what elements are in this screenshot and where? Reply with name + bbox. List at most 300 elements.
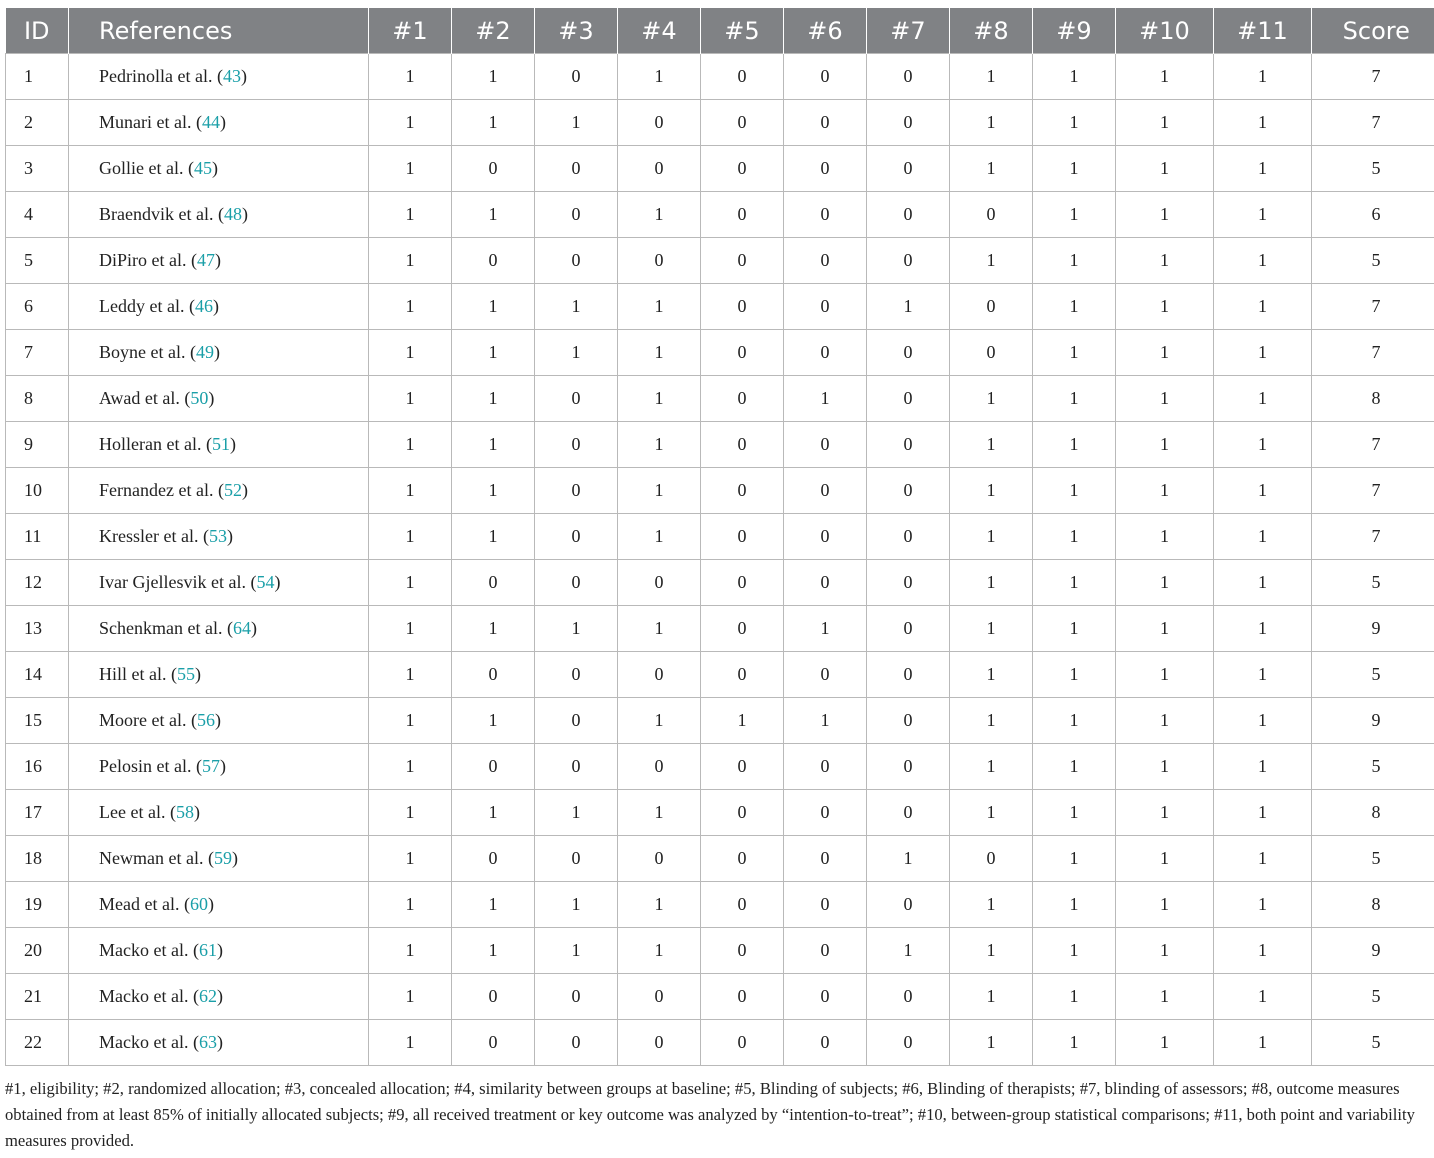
row-id: 22: [6, 1020, 69, 1066]
column-header-references: References: [69, 8, 369, 54]
criterion-2-cell: 1: [452, 376, 535, 422]
score-cell: 7: [1312, 100, 1434, 146]
criterion-10-cell: 1: [1116, 330, 1214, 376]
criterion-2-cell: 0: [452, 238, 535, 284]
citation-link[interactable]: 58: [175, 802, 194, 822]
criterion-7-cell: 0: [867, 744, 950, 790]
row-reference: [69, 698, 369, 744]
row-id: 19: [6, 882, 69, 928]
criterion-7-cell: 1: [867, 836, 950, 882]
criterion-7-cell: 0: [867, 652, 950, 698]
table-footnote: #1, eligibility; #2, randomized allocation; #3, concealed allocation; #4, similarity between groups at baseline; #5, Blinding of subjects; #6, Blinding of therapists; #7, blinding of assessors; #8, outcome measures obtained from at least 85% of initially allocated subjects; #9, all received treatment or key outcome was analyzed by “intention-to-treat”; #10, between-group statistical comparisons; #11, both point and variability measures provided.: [5, 1079, 1415, 1150]
criterion-5-cell: 0: [701, 652, 784, 698]
criterion-4-cell: 1: [618, 54, 701, 100]
citation-link[interactable]: 50: [190, 388, 209, 408]
criterion-6-cell: 0: [784, 928, 867, 974]
criterion-2-cell: 1: [452, 192, 535, 238]
criterion-6-cell: 0: [784, 100, 867, 146]
reference-close-paren: ): [226, 526, 233, 546]
table-row: [6, 468, 1434, 514]
score-cell: 7: [1312, 514, 1434, 560]
criterion-4-cell: 1: [618, 376, 701, 422]
row-reference: [69, 606, 369, 652]
criterion-1-cell: 1: [369, 284, 452, 330]
criterion-11-cell: 1: [1214, 100, 1312, 146]
column-header-criterion-7: #7: [867, 8, 950, 54]
citation-link[interactable]: 45: [193, 158, 212, 178]
criterion-5-cell: 0: [701, 560, 784, 606]
criterion-3-cell: 0: [535, 422, 618, 468]
criterion-9-cell: 1: [1033, 330, 1116, 376]
table-row: [6, 974, 1434, 1020]
criterion-11-cell: 1: [1214, 330, 1312, 376]
criterion-11-cell: 1: [1214, 652, 1312, 698]
criterion-6-cell: 1: [784, 698, 867, 744]
reference-close-paren: ): [194, 664, 201, 684]
criterion-3-cell: 1: [535, 330, 618, 376]
criterion-8-cell: 1: [950, 100, 1033, 146]
table-row: [6, 560, 1434, 606]
row-id: 14: [6, 652, 69, 698]
criterion-3-cell: 1: [535, 928, 618, 974]
citation-link[interactable]: 54: [256, 572, 275, 592]
criterion-11-cell: 1: [1214, 698, 1312, 744]
row-id: 3: [6, 146, 69, 192]
score-cell: 8: [1312, 790, 1434, 836]
criterion-5-cell: 0: [701, 422, 784, 468]
reference-author: Gollie et al. (: [99, 158, 194, 178]
citation-link[interactable]: 48: [223, 204, 242, 224]
score-cell: 6: [1312, 192, 1434, 238]
score-cell: 7: [1312, 330, 1434, 376]
criterion-5-cell: 0: [701, 1020, 784, 1066]
criterion-1-cell: 1: [369, 238, 452, 284]
reference-author: Macko et al. (: [99, 986, 199, 1006]
criterion-1-cell: 1: [369, 606, 452, 652]
criterion-3-cell: 0: [535, 146, 618, 192]
criterion-8-cell: 1: [950, 560, 1033, 606]
criterion-11-cell: 1: [1214, 790, 1312, 836]
criterion-2-cell: 1: [452, 790, 535, 836]
row-reference: [69, 1020, 369, 1066]
score-cell: 7: [1312, 284, 1434, 330]
citation-link[interactable]: 60: [189, 894, 208, 914]
criterion-3-cell: 0: [535, 192, 618, 238]
reference-close-paren: ): [207, 894, 214, 914]
table-row: [6, 284, 1434, 330]
criterion-2-cell: 0: [452, 652, 535, 698]
criterion-3-cell: 0: [535, 376, 618, 422]
criterion-7-cell: 0: [867, 790, 950, 836]
reference-author: Pelosin et al. (: [99, 756, 202, 776]
criterion-8-cell: 1: [950, 1020, 1033, 1066]
reference-close-paren: ): [212, 296, 219, 316]
reference-close-paren: ): [250, 618, 257, 638]
table-row: [6, 744, 1434, 790]
criterion-9-cell: 1: [1033, 836, 1116, 882]
citation-link[interactable]: 56: [196, 710, 215, 730]
criterion-2-cell: 1: [452, 698, 535, 744]
criterion-2-cell: 0: [452, 974, 535, 1020]
citation-link[interactable]: 59: [213, 848, 232, 868]
citation-link[interactable]: 62: [198, 986, 217, 1006]
criterion-6-cell: 0: [784, 514, 867, 560]
criterion-6-cell: 0: [784, 836, 867, 882]
row-id: 13: [6, 606, 69, 652]
table-row: [6, 882, 1434, 928]
criterion-5-cell: 0: [701, 284, 784, 330]
table-row: [6, 422, 1434, 468]
criterion-5-cell: 0: [701, 330, 784, 376]
criterion-4-cell: 1: [618, 790, 701, 836]
table-row: [6, 928, 1434, 974]
criterion-10-cell: 1: [1116, 606, 1214, 652]
criterion-10-cell: 1: [1116, 100, 1214, 146]
row-reference: [69, 330, 369, 376]
criterion-7-cell: 1: [867, 928, 950, 974]
criterion-2-cell: 1: [452, 514, 535, 560]
criterion-6-cell: 0: [784, 146, 867, 192]
criterion-5-cell: 0: [701, 100, 784, 146]
criterion-4-cell: 1: [618, 468, 701, 514]
row-id: 6: [6, 284, 69, 330]
criterion-5-cell: 0: [701, 882, 784, 928]
reference-author: Leddy et al. (: [99, 296, 195, 316]
criterion-1-cell: 1: [369, 1020, 452, 1066]
pedro-score-table: [5, 8, 1434, 1066]
criterion-9-cell: 1: [1033, 284, 1116, 330]
criterion-10-cell: 1: [1116, 652, 1214, 698]
column-header-id: ID: [6, 8, 69, 54]
criterion-5-cell: 0: [701, 836, 784, 882]
criterion-3-cell: 1: [535, 100, 618, 146]
criterion-6-cell: 1: [784, 376, 867, 422]
criterion-4-cell: 0: [618, 560, 701, 606]
criterion-5-cell: 0: [701, 790, 784, 836]
criterion-11-cell: 1: [1214, 882, 1312, 928]
reference-close-paren: ): [216, 986, 223, 1006]
criterion-6-cell: 0: [784, 652, 867, 698]
citation-link[interactable]: 63: [198, 1032, 217, 1052]
reference-author: Awad et al. (: [99, 388, 191, 408]
reference-close-paren: ): [231, 848, 238, 868]
criterion-6-cell: 0: [784, 238, 867, 284]
citation-link[interactable]: 55: [176, 664, 195, 684]
reference-author: Boyne et al. (: [99, 342, 196, 362]
criterion-6-cell: 0: [784, 330, 867, 376]
row-reference: [69, 468, 369, 514]
criterion-7-cell: 0: [867, 606, 950, 652]
criterion-8-cell: 0: [950, 330, 1033, 376]
criterion-11-cell: 1: [1214, 238, 1312, 284]
criterion-4-cell: 0: [618, 1020, 701, 1066]
criterion-9-cell: 1: [1033, 1020, 1116, 1066]
criterion-8-cell: 1: [950, 974, 1033, 1020]
criterion-5-cell: 0: [701, 192, 784, 238]
criterion-4-cell: 0: [618, 744, 701, 790]
row-reference: [69, 284, 369, 330]
criterion-10-cell: 1: [1116, 560, 1214, 606]
table-row: [6, 514, 1434, 560]
reference-close-paren: ): [193, 802, 200, 822]
score-cell: 8: [1312, 376, 1434, 422]
criterion-9-cell: 1: [1033, 606, 1116, 652]
criterion-4-cell: 1: [618, 330, 701, 376]
criterion-3-cell: 0: [535, 468, 618, 514]
criterion-6-cell: 0: [784, 974, 867, 1020]
criterion-1-cell: 1: [369, 330, 452, 376]
row-id: 21: [6, 974, 69, 1020]
score-cell: 5: [1312, 560, 1434, 606]
table-row: [6, 146, 1434, 192]
reference-close-paren: ): [241, 204, 248, 224]
criterion-1-cell: 1: [369, 928, 452, 974]
column-header-criterion-5: #5: [701, 8, 784, 54]
criterion-9-cell: 1: [1033, 698, 1116, 744]
reference-close-paren: ): [274, 572, 281, 592]
criterion-3-cell: 0: [535, 560, 618, 606]
criterion-6-cell: 0: [784, 54, 867, 100]
criterion-1-cell: 1: [369, 422, 452, 468]
criterion-4-cell: 1: [618, 422, 701, 468]
criterion-8-cell: 0: [950, 836, 1033, 882]
row-id: 7: [6, 330, 69, 376]
table-row: [6, 698, 1434, 744]
criterion-9-cell: 1: [1033, 790, 1116, 836]
citation-link[interactable]: 51: [211, 434, 230, 454]
criterion-6-cell: 0: [784, 422, 867, 468]
criterion-5-cell: 0: [701, 146, 784, 192]
criterion-4-cell: 1: [618, 882, 701, 928]
citation-link[interactable]: 64: [232, 618, 251, 638]
criterion-2-cell: 1: [452, 928, 535, 974]
criterion-1-cell: 1: [369, 100, 452, 146]
criterion-10-cell: 1: [1116, 698, 1214, 744]
criterion-2-cell: 0: [452, 560, 535, 606]
citation-link[interactable]: 49: [195, 342, 214, 362]
reference-author: Ivar Gjellesvik et al. (: [99, 572, 257, 592]
criterion-5-cell: 1: [701, 698, 784, 744]
criterion-2-cell: 0: [452, 836, 535, 882]
criterion-8-cell: 1: [950, 468, 1033, 514]
criterion-6-cell: 0: [784, 192, 867, 238]
criterion-8-cell: 0: [950, 284, 1033, 330]
criterion-6-cell: 0: [784, 560, 867, 606]
row-id: 9: [6, 422, 69, 468]
criterion-5-cell: 0: [701, 54, 784, 100]
criterion-7-cell: 0: [867, 54, 950, 100]
criterion-1-cell: 1: [369, 974, 452, 1020]
score-cell: 5: [1312, 836, 1434, 882]
row-reference: [69, 192, 369, 238]
reference-author: Pedrinolla et al. (: [99, 66, 223, 86]
criterion-5-cell: 0: [701, 606, 784, 652]
criterion-10-cell: 1: [1116, 514, 1214, 560]
criterion-6-cell: 0: [784, 882, 867, 928]
reference-author: Mead et al. (: [99, 894, 190, 914]
criterion-1-cell: 1: [369, 882, 452, 928]
reference-author: Holleran et al. (: [99, 434, 212, 454]
criterion-5-cell: 0: [701, 928, 784, 974]
criterion-1-cell: 1: [369, 514, 452, 560]
reference-author: Lee et al. (: [99, 802, 176, 822]
criterion-5-cell: 0: [701, 468, 784, 514]
criterion-11-cell: 1: [1214, 468, 1312, 514]
table-row: [6, 376, 1434, 422]
score-cell: 7: [1312, 54, 1434, 100]
score-cell: 5: [1312, 146, 1434, 192]
criterion-6-cell: 0: [784, 1020, 867, 1066]
column-header-criterion-6: #6: [784, 8, 867, 54]
criterion-9-cell: 1: [1033, 744, 1116, 790]
column-header-criterion-8: #8: [950, 8, 1033, 54]
row-id: 20: [6, 928, 69, 974]
criterion-9-cell: 1: [1033, 54, 1116, 100]
criterion-8-cell: 1: [950, 882, 1033, 928]
citation-link[interactable]: 52: [223, 480, 242, 500]
criterion-2-cell: 1: [452, 330, 535, 376]
criterion-2-cell: 0: [452, 1020, 535, 1066]
criterion-11-cell: 1: [1214, 928, 1312, 974]
citation-link[interactable]: 57: [201, 756, 220, 776]
citation-link[interactable]: 44: [201, 112, 220, 132]
criterion-11-cell: 1: [1214, 514, 1312, 560]
criterion-7-cell: 0: [867, 100, 950, 146]
criterion-10-cell: 1: [1116, 1020, 1214, 1066]
row-id: 1: [6, 54, 69, 100]
criterion-7-cell: 0: [867, 238, 950, 284]
criterion-8-cell: 1: [950, 928, 1033, 974]
criterion-1-cell: 1: [369, 468, 452, 514]
row-id: 16: [6, 744, 69, 790]
row-id: 5: [6, 238, 69, 284]
table-row: [6, 100, 1434, 146]
criterion-6-cell: 0: [784, 790, 867, 836]
criterion-8-cell: 1: [950, 744, 1033, 790]
criterion-3-cell: 1: [535, 882, 618, 928]
criterion-11-cell: 1: [1214, 606, 1312, 652]
criterion-10-cell: 1: [1116, 422, 1214, 468]
table-row: [6, 54, 1434, 100]
citation-link[interactable]: 47: [196, 250, 215, 270]
criterion-9-cell: 1: [1033, 882, 1116, 928]
criterion-10-cell: 1: [1116, 790, 1214, 836]
criterion-7-cell: 0: [867, 974, 950, 1020]
criterion-2-cell: 0: [452, 744, 535, 790]
criterion-2-cell: 1: [452, 100, 535, 146]
criterion-7-cell: 0: [867, 146, 950, 192]
reference-close-paren: ): [240, 66, 247, 86]
criterion-4-cell: 0: [618, 238, 701, 284]
criterion-10-cell: 1: [1116, 192, 1214, 238]
score-cell: 5: [1312, 744, 1434, 790]
table-row: [6, 606, 1434, 652]
criterion-8-cell: 1: [950, 790, 1033, 836]
citation-link[interactable]: 61: [198, 940, 217, 960]
table-row: [6, 1020, 1434, 1066]
score-cell: 7: [1312, 422, 1434, 468]
criterion-10-cell: 1: [1116, 376, 1214, 422]
criterion-3-cell: 0: [535, 238, 618, 284]
criterion-11-cell: 1: [1214, 974, 1312, 1020]
criterion-10-cell: 1: [1116, 744, 1214, 790]
score-cell: 8: [1312, 882, 1434, 928]
criterion-2-cell: 1: [452, 422, 535, 468]
reference-author: Newman et al. (: [99, 848, 214, 868]
criterion-7-cell: 0: [867, 192, 950, 238]
criterion-5-cell: 0: [701, 238, 784, 284]
criterion-4-cell: 1: [618, 514, 701, 560]
criterion-8-cell: 1: [950, 514, 1033, 560]
criterion-7-cell: 0: [867, 468, 950, 514]
citation-link[interactable]: 46: [194, 296, 213, 316]
criterion-7-cell: 1: [867, 284, 950, 330]
reference-close-paren: ): [208, 388, 215, 408]
criterion-11-cell: 1: [1214, 54, 1312, 100]
table-row: [6, 330, 1434, 376]
reference-close-paren: ): [219, 756, 226, 776]
score-cell: 5: [1312, 974, 1434, 1020]
reference-author: Moore et al. (: [99, 710, 197, 730]
criterion-11-cell: 1: [1214, 146, 1312, 192]
criterion-4-cell: 0: [618, 146, 701, 192]
row-reference: [69, 560, 369, 606]
criterion-4-cell: 0: [618, 652, 701, 698]
score-cell: 5: [1312, 652, 1434, 698]
column-header-criterion-1: #1: [369, 8, 452, 54]
criterion-6-cell: 0: [784, 468, 867, 514]
criterion-9-cell: 1: [1033, 652, 1116, 698]
criterion-3-cell: 0: [535, 54, 618, 100]
criterion-4-cell: 1: [618, 928, 701, 974]
reference-close-paren: ): [216, 940, 223, 960]
row-id: 15: [6, 698, 69, 744]
criterion-9-cell: 1: [1033, 238, 1116, 284]
criterion-10-cell: 1: [1116, 54, 1214, 100]
criterion-9-cell: 1: [1033, 974, 1116, 1020]
criterion-6-cell: 0: [784, 284, 867, 330]
row-reference: [69, 974, 369, 1020]
criterion-3-cell: 0: [535, 652, 618, 698]
criterion-10-cell: 1: [1116, 928, 1214, 974]
criterion-11-cell: 1: [1214, 744, 1312, 790]
column-header-criterion-4: #4: [618, 8, 701, 54]
criterion-7-cell: 0: [867, 422, 950, 468]
criterion-10-cell: 1: [1116, 146, 1214, 192]
criterion-9-cell: 1: [1033, 468, 1116, 514]
row-id: 8: [6, 376, 69, 422]
row-reference: [69, 376, 369, 422]
criterion-1-cell: 1: [369, 744, 452, 790]
criterion-10-cell: 1: [1116, 974, 1214, 1020]
row-reference: [69, 422, 369, 468]
criterion-3-cell: 1: [535, 284, 618, 330]
criterion-5-cell: 0: [701, 744, 784, 790]
criterion-3-cell: 0: [535, 836, 618, 882]
citation-link[interactable]: 53: [208, 526, 227, 546]
row-id: 11: [6, 514, 69, 560]
criterion-7-cell: 0: [867, 698, 950, 744]
criterion-6-cell: 1: [784, 606, 867, 652]
criterion-1-cell: 1: [369, 560, 452, 606]
reference-close-paren: ): [229, 434, 236, 454]
criterion-9-cell: 1: [1033, 514, 1116, 560]
criterion-5-cell: 0: [701, 514, 784, 560]
criterion-7-cell: 0: [867, 330, 950, 376]
criterion-3-cell: 0: [535, 974, 618, 1020]
row-reference: [69, 100, 369, 146]
citation-link[interactable]: 43: [222, 66, 241, 86]
